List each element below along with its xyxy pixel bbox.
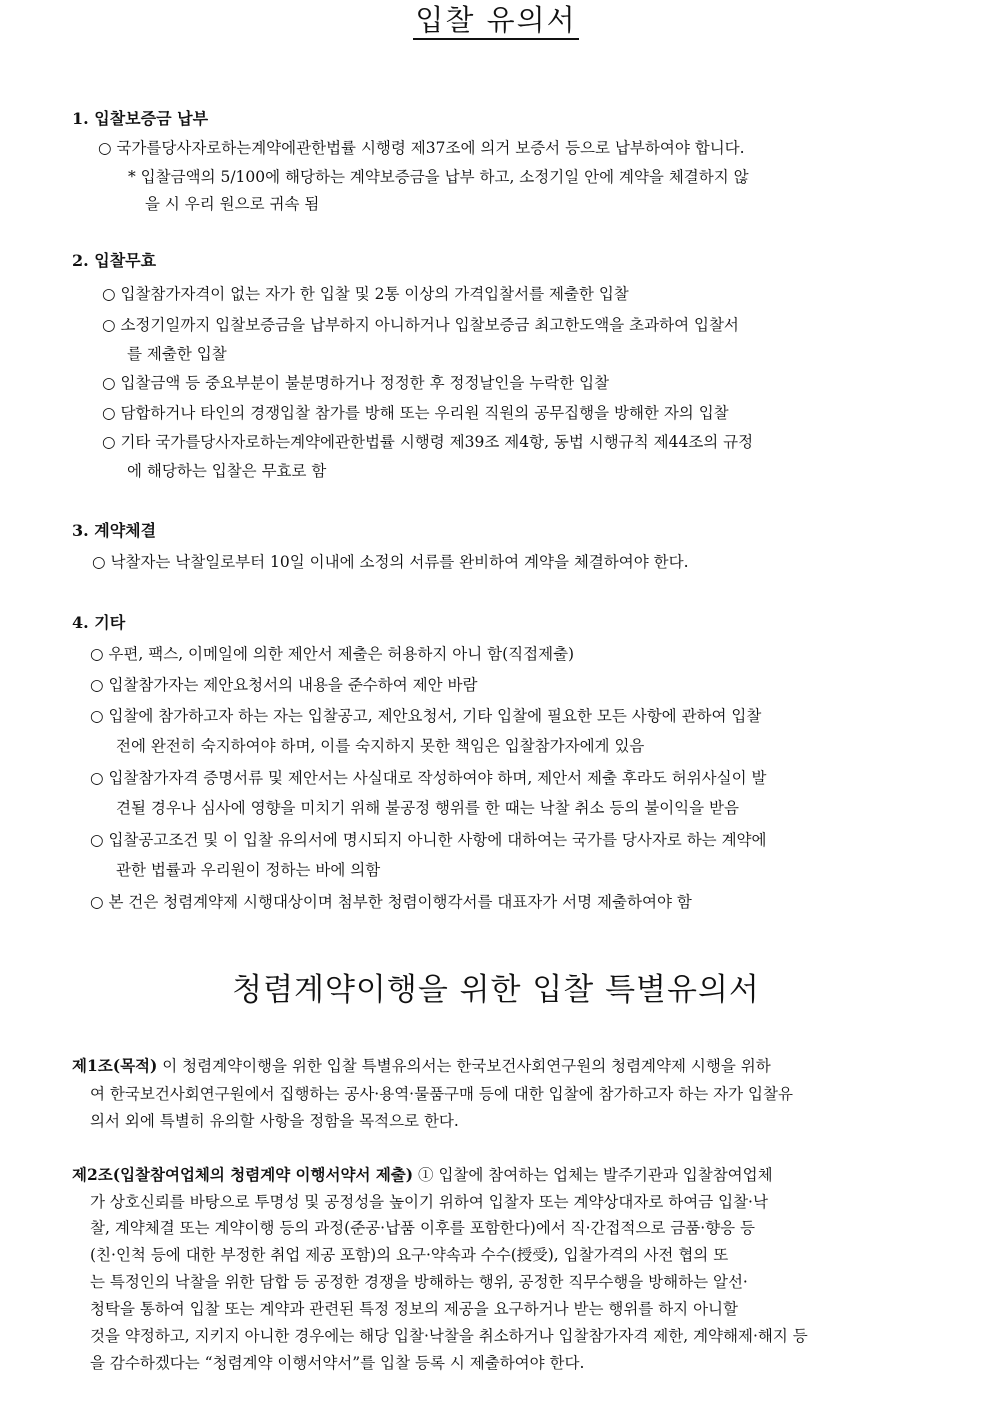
article-2-line-3: 찰, 계약체결 또는 계약이행 등의 과정(준공·납품 이후를 포함한다)에서 직·간접적으로 금품·향응 등: [90, 1219, 756, 1237]
article-1-line-3: 의서 외에 특별히 유의할 사항을 정함을 목적으로 한다.: [90, 1112, 459, 1130]
section-4-line-2: ○ 입찰참가자는 제안요청서의 내용을 준수하여 제안 바람: [90, 676, 478, 694]
section-2-line-3: 를 제출한 입찰: [127, 345, 227, 363]
section-4-line-4: 전에 완전히 숙지하여야 하며, 이를 숙지하지 못한 책임은 입찰참가자에게 있음: [116, 737, 645, 755]
section-2-line-2: ○ 소정기일까지 입찰보증금을 납부하지 아니하거나 입찰보증금 최고한도액을 초과하여 입찰서: [102, 316, 739, 334]
section-1-line-2: * 입찰금액의 5/100에 해당하는 계약보증금을 납부 하고, 소정기일 안에 계약을 체결하지 않: [128, 168, 749, 186]
article-1-line-1: [72, 1055, 771, 1077]
section-1-line-1: ○ 국가를당사자로하는계약에관한법률 시행령 제37조에 의거 보증서 등으로 납부하여야 합니다.: [98, 139, 745, 157]
article-1-line-2: 여 한국보건사회연구원에서 집행하는 공사·용역·물품구매 등에 대한 입찰에 참가하고자 하는 자가 입찰유: [90, 1085, 793, 1103]
article-2-line-8: 을 감수하겠다는 “청렴계약 이행서약서”를 입찰 등록 시 제출하여야 한다.: [90, 1354, 585, 1372]
section-4-heading: 4. 기타: [72, 613, 126, 632]
section-2-heading: 2. 입찰무효: [72, 251, 157, 270]
article-2-line-5: 는 특정인의 낙찰을 위한 담합 등 공정한 경쟁을 방해하는 행위, 공정한 직무수행을 방해하는 알선·: [90, 1273, 748, 1291]
article-1-heading: 제1조(목적): [72, 1056, 158, 1075]
section-4-line-3: ○ 입찰에 참가하고자 하는 자는 입찰공고, 제안요청서, 기타 입찰에 필요한 모든 사항에 관하여 입찰: [90, 707, 762, 725]
article-1-text-1: 이 청렴계약이행을 위한 입찰 특별유의서는 한국보건사회연구원의 청렴계약제 시행을 위하: [157, 1057, 771, 1075]
section-3-line-1: ○ 낙찰자는 낙찰일로부터 10일 이내에 소정의 서류를 완비하여 계약을 체결하여야 한다.: [92, 553, 689, 571]
article-2-line-2: 가 상호신뢰를 바탕으로 투명성 및 공정성을 높이기 위하여 입찰자 또는 계약상대자로 하여금 입찰·낙: [90, 1193, 768, 1211]
special-notice-title: 청렴계약이행을 위한 입찰 특별유의서: [232, 972, 760, 1008]
section-1-heading: 1. 입찰보증금 납부: [72, 109, 209, 128]
section-2-line-1: ○ 입찰참가자격이 없는 자가 한 입찰 및 2통 이상의 가격입찰서를 제출한 입찰: [102, 285, 629, 303]
section-2-line-7: 에 해당하는 입찰은 무효로 함: [127, 462, 327, 480]
section-3-heading: 3. 계약체결: [72, 521, 157, 540]
section-2-line-5: ○ 담합하거나 타인의 경쟁입찰 참가를 방해 또는 우리원 직원의 공무집행을 방해한 자의 입찰: [102, 404, 729, 422]
section-1-line-3: 을 시 우리 원으로 귀속 됨: [145, 195, 320, 213]
article-2-line-7: 것을 약정하고, 지키지 아니한 경우에는 해당 입찰·낙찰을 취소하거나 입찰참가자격 제한, 계약해제·해지 등: [90, 1327, 808, 1345]
article-2-line-6: 청탁을 통하여 입찰 또는 계약과 관련된 특정 정보의 제공을 요구하거나 받는 행위를 하지 아니할: [90, 1300, 739, 1318]
section-4-line-9: ○ 본 건은 청렴계약제 시행대상이며 첨부한 청렴이행각서를 대표자가 서명 제출하여야 함: [90, 893, 692, 911]
article-2-line-1: [72, 1164, 773, 1186]
article-2-line-4: (친·인척 등에 대한 부정한 취업 제공 포함)의 요구·약속과 수수(授受), 입찰가격의 사전 협의 또: [90, 1246, 729, 1264]
section-2-line-6: ○ 기타 국가를당사자로하는계약에관한법률 시행령 제39조 제4항, 동법 시행규칙 제44조의 규정: [102, 433, 754, 451]
section-4-line-1: ○ 우편, 팩스, 이메일에 의한 제안서 제출은 허용하지 아니 함(직접제출): [90, 645, 575, 663]
section-4-line-7: ○ 입찰공고조건 및 이 입찰 유의서에 명시되지 아니한 사항에 대하여는 국가를 당사자로 하는 계약에: [90, 831, 767, 849]
article-2-text-1: ① 입찰에 참여하는 업체는 발주기관과 입찰참여업체: [413, 1166, 773, 1184]
section-2-line-4: ○ 입찰금액 등 중요부분이 불분명하거나 정정한 후 정정날인을 누락한 입찰: [102, 374, 610, 392]
document-title: [0, 0, 992, 40]
section-4-line-5: ○ 입찰참가자격 증명서류 및 제안서는 사실대로 작성하여야 하며, 제안서 제출 후라도 허위사실이 발: [90, 769, 767, 787]
article-2-heading: 제2조(입찰참여업체의 청렴계약 이행서약서 제출): [72, 1165, 414, 1184]
section-4-line-6: 견될 경우나 심사에 영향을 미치기 위해 불공정 행위를 한 때는 낙찰 취소 등의 불이익을 받음: [116, 799, 739, 817]
section-4-line-8: 관한 법률과 우리원이 정하는 바에 의함: [116, 861, 381, 879]
document-title-text: 입찰 유의서: [413, 3, 578, 40]
